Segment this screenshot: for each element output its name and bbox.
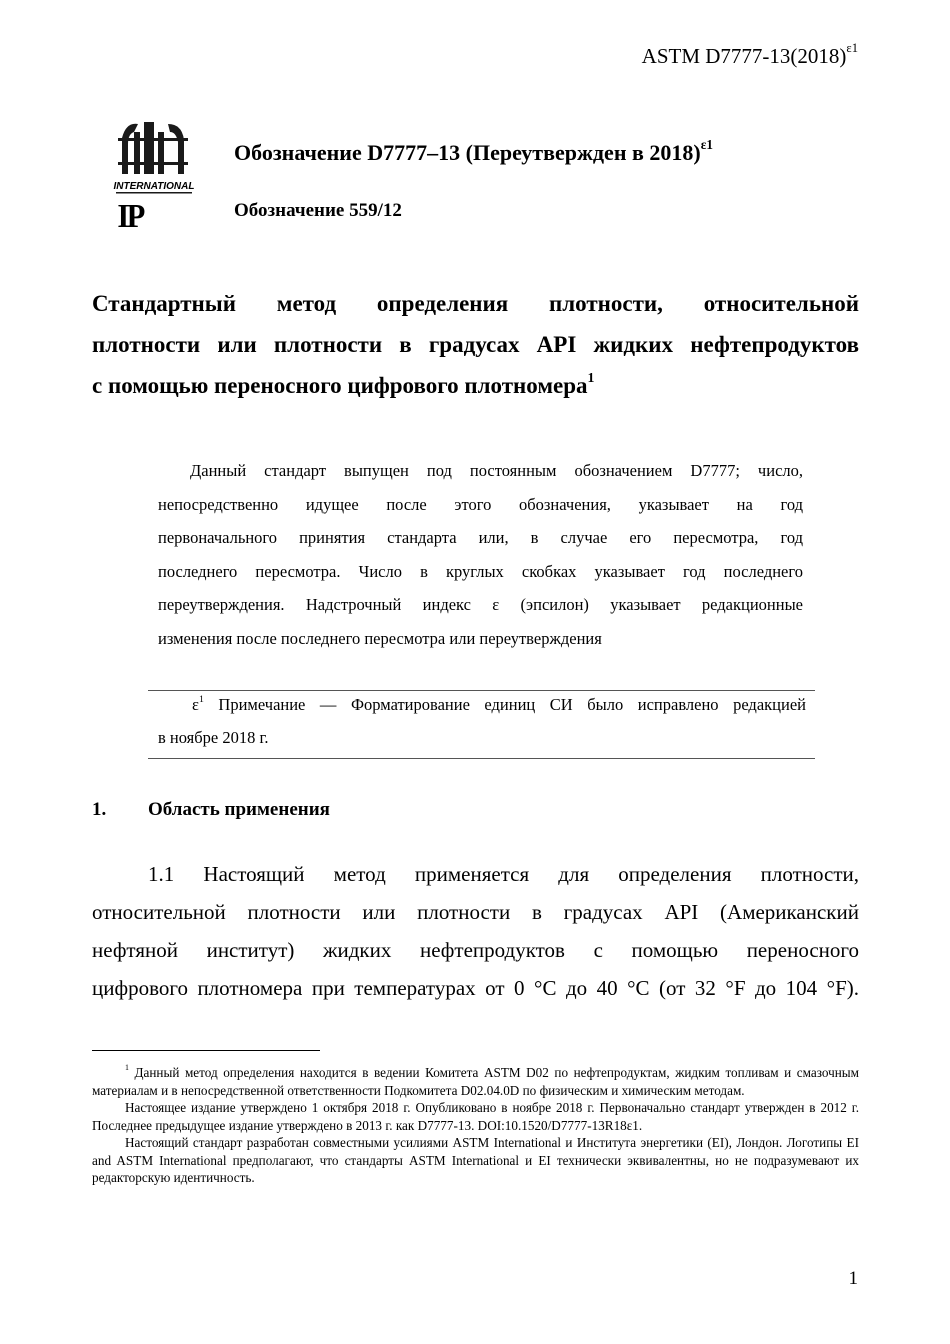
astm-logo-underline: [116, 192, 192, 194]
footnote-1: [92, 1064, 859, 1099]
epsilon-symbol: ε: [192, 695, 199, 714]
designation-text: Обозначение D7777–13 (Переутвержден в 2018): [234, 140, 701, 165]
title-line: плотности или плотности в градусах API жидких нефтепродуктов: [92, 332, 859, 357]
section-title: Область применения: [148, 799, 330, 820]
designation: [234, 137, 713, 166]
title-line3-text: с помощью переносного цифрового плотномера: [92, 373, 588, 398]
designation-notice: [158, 454, 803, 656]
editorial-line: в ноябре 2018 г.: [158, 728, 269, 747]
body-line: 1.1 Настоящий метод применяется для определения плотности,: [148, 862, 859, 886]
astm-logo-bar-top: [118, 138, 188, 141]
document-title: [92, 283, 859, 406]
footnote-3: Настоящий стандарт разработан совместными усилиями ASTM International и Института энергетики (EI), Лондон. Логотипы EI and ASTM International предполагают, что стандарты ASTM International и EI технически эквивалентны, но не подразумевают их редакторскую идентичность.: [92, 1135, 859, 1185]
notice-line: Данный стандарт выпущен под постоянным обозначением D7777; число,: [190, 461, 803, 480]
running-header-sup: ε1: [846, 41, 858, 56]
body-line: относительной плотности или плотности в градусах API (Американский: [92, 900, 859, 924]
footnote-separator: [92, 1050, 320, 1051]
editorial-rule-bottom: [148, 758, 815, 759]
page-number: 1: [848, 1268, 858, 1289]
body-line: цифрового плотномера при температурах от 0 °C до 40 °C (от 32 °F до 104 °F).: [92, 976, 859, 1000]
designation-sup: ε1: [700, 137, 713, 153]
notice-line: изменения после последнего пересмотра или переутверждения: [158, 628, 602, 648]
running-header-code: ASTM D7777-13(2018): [641, 44, 847, 68]
footnote-1-text: Данный метод определения находится в ведении Комитета ASTM D02 по нефтепродуктам, жидким топливам и смазочным материалам и в непосредственной ответственности Подкомитета D02.04.0D по физическим и химическим методам.: [92, 1065, 859, 1098]
editorial-line: [158, 688, 806, 721]
notice-line: первоначального принятия стандарта или, в случае его пересмотра, год: [158, 528, 803, 548]
title-line: Стандартный метод определения плотности, относительной: [92, 291, 859, 316]
title-line-last: [92, 365, 859, 406]
footnotes: [92, 1064, 859, 1187]
astm-logo-stroke-t: [144, 122, 154, 174]
astm-logo-bar-bottom: [118, 162, 188, 165]
astm-logo: [112, 116, 196, 196]
running-header: [641, 41, 858, 69]
footnote-2: Настоящее издание утверждено 1 октября 2018 г. Опубликовано в ноябре 2018 г. Первоначально стандарт утвержден в 2012 г. Последнее предыдущее издание утверждено в 2013 г. как D7777-13. DOI:10.1520/D7777-13R18ε1.: [92, 1100, 859, 1133]
footnote-1-marker: 1: [125, 1063, 129, 1073]
astm-logo-text: INTERNATIONAL: [113, 181, 195, 192]
notice-line: непосредственно идущее после этого обозначения, указывает на год: [158, 494, 803, 514]
designation-ip: Обозначение 559/12: [234, 200, 402, 221]
astm-logo-stroke-m2: [168, 124, 184, 174]
notice-line: переутверждения. Надстрочный индекс ε (эпсилон) указывает редакционные: [158, 595, 803, 615]
ip-logo: [116, 198, 176, 238]
title-footnote-ref: 1: [587, 369, 595, 385]
body-line: нефтяной институт) жидких нефтепродуктов с помощью переносного: [92, 938, 859, 962]
section-1-1-paragraph: [92, 855, 859, 1007]
editorial-line1-text: Примечание — Форматирование единиц СИ было исправлено редакцией: [203, 695, 806, 714]
ip-logo-text: IP: [117, 198, 143, 235]
editorial-sup: 1: [198, 693, 204, 705]
section-number: 1.: [92, 799, 107, 820]
notice-line: последнего пересмотра. Число в круглых скобках указывает год последнего: [158, 561, 803, 581]
editorial-note: [158, 688, 806, 754]
